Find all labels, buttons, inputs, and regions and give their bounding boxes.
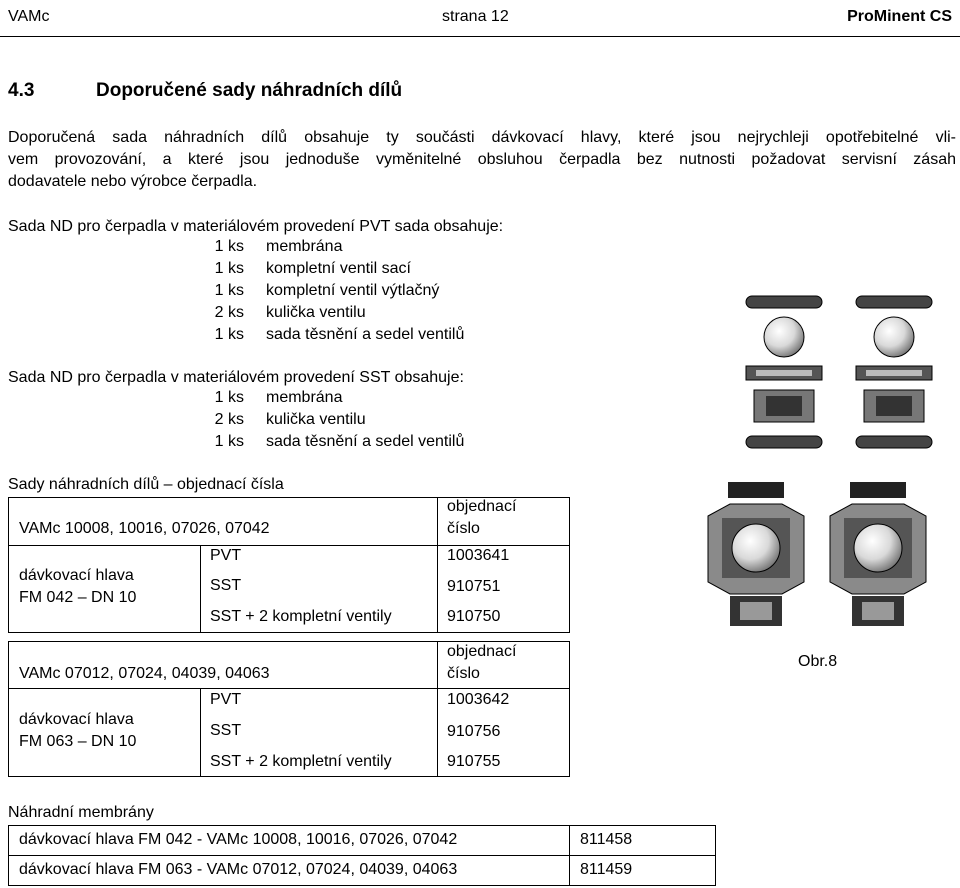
column-header: číslo <box>447 520 480 537</box>
table-cell: dávkovací hlava FM 063 - VAMc 07012, 07024, 04039, 04063 <box>19 861 458 878</box>
column-header: číslo <box>447 665 480 682</box>
valve-body <box>754 390 814 422</box>
order-number: 910751 <box>447 578 501 595</box>
table-rule <box>569 641 570 777</box>
sst-kit-heading: Sada ND pro čerpadla v materiálovém provedení SST obsahuje: <box>8 369 464 386</box>
section-heading <box>8 80 402 102</box>
section-title: Doporučené sady náhradních dílů <box>96 80 403 101</box>
intro-paragraph <box>8 127 956 193</box>
table-cell: PVT <box>210 547 242 564</box>
intro-line: vem provozování, a které jsou jednoduše vyměnitelné obsluhou čerpadla bez nutnosti požadovat servisní zásah <box>8 151 956 168</box>
intro-line: Doporučená sada náhradních dílů obsahuje ty součásti dávkovací hlavy, které jsou nejrychleji opotřebitelné vli- <box>8 129 956 146</box>
order-number: 1003642 <box>447 691 510 708</box>
table-rule <box>8 885 716 886</box>
valve-seat <box>746 366 822 380</box>
table-rule <box>8 825 716 826</box>
complete-valve <box>708 482 804 626</box>
table-models: VAMc 07012, 07024, 04039, 04063 <box>19 665 270 682</box>
table-rule <box>8 825 9 886</box>
table-rule <box>8 855 716 856</box>
o-ring <box>856 436 932 448</box>
header-left: VAMc <box>8 8 50 25</box>
order-number: 811459 <box>580 861 633 878</box>
membranes-heading: Náhradní membrány <box>8 804 154 821</box>
dosing-head-size: FM 063 – DN 10 <box>19 733 137 750</box>
valve-body <box>864 390 924 422</box>
order-number: 910756 <box>447 723 501 740</box>
valve-ball <box>764 317 804 357</box>
table-models: VAMc 10008, 10016, 07026, 07042 <box>19 520 270 537</box>
header-rule <box>0 36 960 37</box>
spare-parts-illustration <box>740 290 960 460</box>
table-rule <box>8 776 570 777</box>
table-rule <box>569 825 570 886</box>
table-cell: SST + 2 kompletní ventily <box>210 753 392 770</box>
table-rule <box>569 497 570 633</box>
table-cell: dávkovací hlava FM 042 - VAMc 10008, 10016, 07026, 07042 <box>19 831 458 848</box>
table-rule <box>8 497 9 633</box>
dosing-head-label: dávkovací hlava <box>19 567 134 584</box>
order-number: 811458 <box>580 831 633 848</box>
order-number: 910755 <box>447 753 501 770</box>
dosing-head-size: FM 042 – DN 10 <box>19 589 137 606</box>
order-number: 910750 <box>447 608 501 625</box>
table-rule <box>200 688 201 777</box>
dosing-head-label: dávkovací hlava <box>19 711 134 728</box>
table-rule <box>715 825 716 886</box>
table-cell: SST <box>210 722 242 739</box>
order-numbers-heading: Sady náhradních dílů – objednací čísla <box>8 476 284 493</box>
table-cell: SST <box>210 577 242 594</box>
order-number: 1003641 <box>447 547 510 564</box>
o-ring <box>746 296 822 308</box>
sst-kit-list: 1 ks membrána 2 ks kulička ventilu 1 ks sada těsnění a sedel ventilů <box>214 389 465 450</box>
table-rule <box>8 641 9 777</box>
pvt-kit-list: 1 ks membrána 1 ks kompletní ventil sací 1 ks kompletní ventil výtlačný 2 ks kulička ventilu 1 ks sada těsnění a sedel ventilů <box>214 238 465 343</box>
complete-valve <box>830 482 926 626</box>
table-cell: SST + 2 kompletní ventily <box>210 608 392 625</box>
pvt-kit-heading: Sada ND pro čerpadla v materiálovém provedení PVT sada obsahuje: <box>8 218 504 235</box>
table-cell: PVT <box>210 691 242 708</box>
table-rule <box>8 632 570 633</box>
table-rule <box>437 497 438 633</box>
complete-valves-illustration <box>700 478 950 638</box>
o-ring <box>746 436 822 448</box>
page-number: strana 12 <box>442 8 509 25</box>
table-rule <box>8 545 570 546</box>
header-brand: ProMinent CS <box>847 8 952 25</box>
valve-ball <box>874 317 914 357</box>
table-rule <box>8 641 570 642</box>
valve-seat <box>856 366 932 380</box>
table-rule <box>437 641 438 777</box>
table-rule <box>8 688 570 689</box>
intro-line: dodavatele nebo výrobce čerpadla. <box>8 173 258 190</box>
table-rule <box>200 545 201 633</box>
figure-caption: Obr.8 <box>798 653 838 670</box>
section-number: 4.3 <box>8 80 35 101</box>
column-header: objednací <box>447 498 517 515</box>
column-header: objednací <box>447 643 517 660</box>
o-ring <box>856 296 932 308</box>
